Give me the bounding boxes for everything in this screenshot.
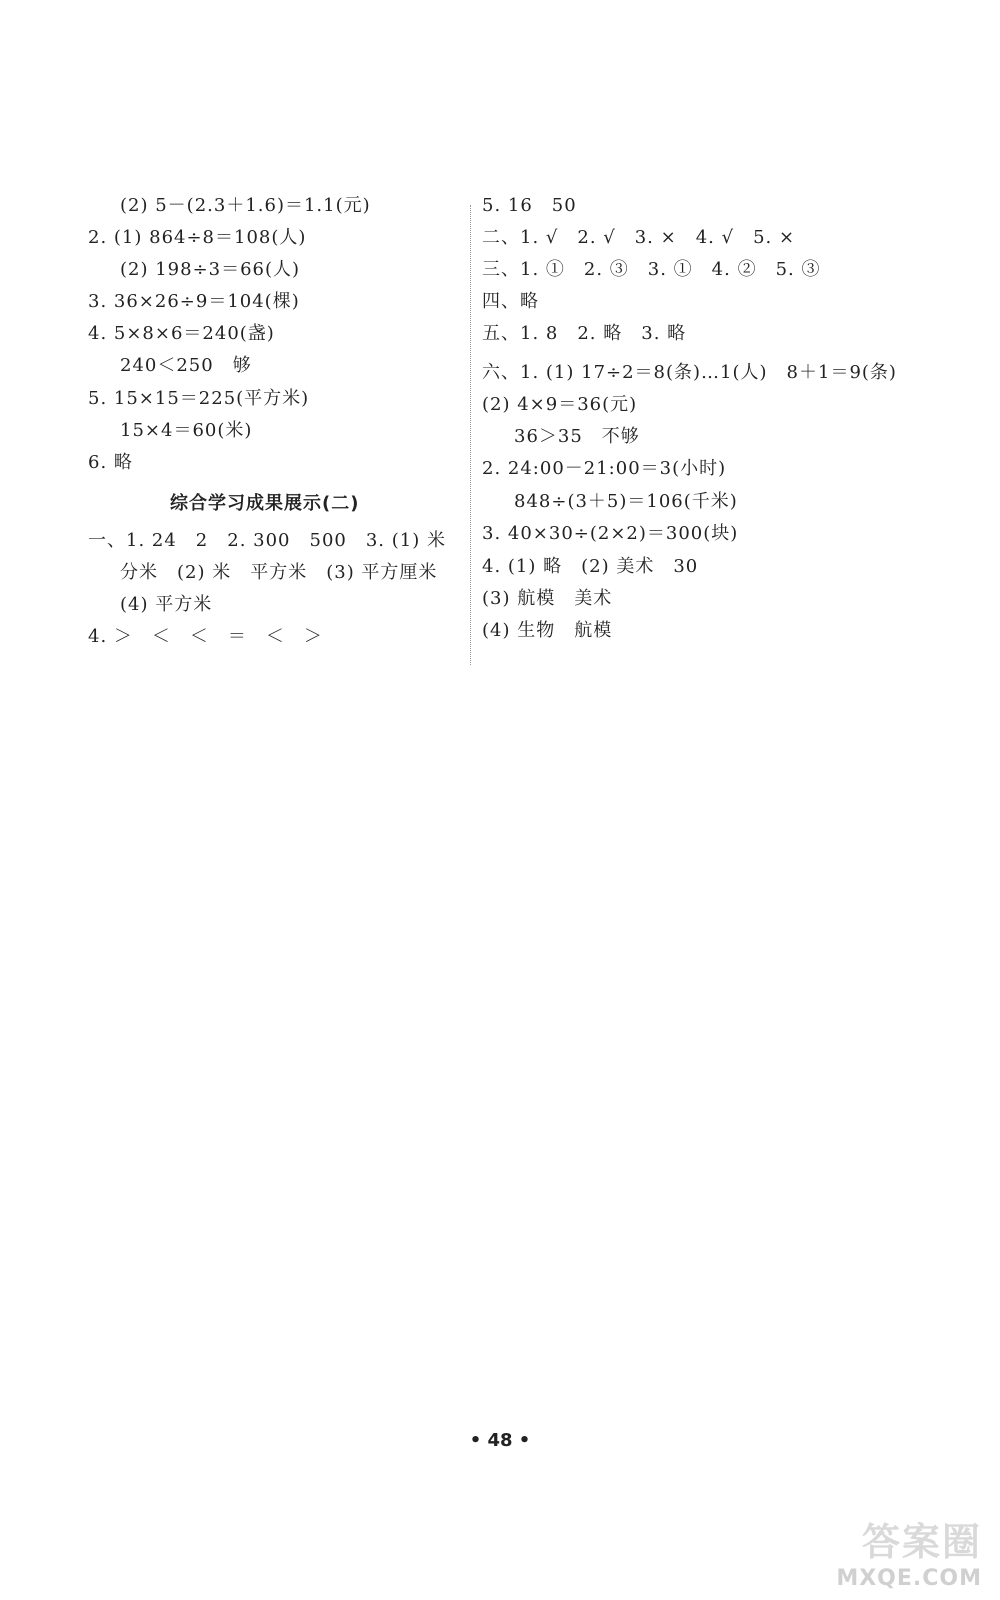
answer-line: (3) 航模 美术 [482,588,613,609]
answer-line: 2. (1) 864÷8＝108(人) [88,227,307,248]
answer-line: (2) 198÷3＝66(人) [120,259,301,280]
page-number: • 48 • [469,1430,531,1451]
section-heading: 综合学习成果展示(二) [170,493,360,514]
answer-line: (4) 平方米 [120,594,213,615]
column-divider [470,205,471,665]
watermark-url: MXQE.COM [836,1566,982,1591]
answer-line: 4. (1) 略 (2) 美术 30 [482,556,699,577]
answer-line: 6. 略 [88,452,133,473]
answer-line: 3. 40×30÷(2×2)＝300(块) [482,523,739,544]
answer-line: 3. 36×26÷9＝104(棵) [88,291,300,312]
answer-line: 分米 (2) 米 平方米 (3) 平方厘米 [120,562,438,583]
answer-line: 2. 24:00－21:00＝3(小时) [482,458,727,479]
answer-line: (4) 生物 航模 [482,620,613,641]
answer-line: 六、1. (1) 17÷2＝8(条)…1(人) 8＋1＝9(条) [482,362,897,383]
answer-line: 848÷(3＋5)＝106(千米) [514,491,738,512]
answer-line: (2) 4×9＝36(元) [482,394,638,415]
answer-line: 二、1. √ 2. √ 3. × 4. √ 5. × [482,227,796,248]
answer-line: 4. ＞ ＜ ＜ ＝ ＜ ＞ [88,626,323,647]
answer-line: (2) 5－(2.3＋1.6)＝1.1(元) [120,195,371,216]
answer-line: 15×4＝60(米) [120,420,253,441]
answer-line: 4. 5×8×6＝240(盏) [88,323,275,344]
answer-line: 三、1. ① 2. ③ 3. ① 4. ② 5. ③ [482,259,821,280]
watermark-text: 答案圈 [861,1520,982,1564]
answer-line: 5. 15×15＝225(平方米) [88,388,310,409]
answer-line: 一、1. 24 2 2. 300 500 3. (1) 米 [88,530,446,551]
answer-line: 240＜250 够 [120,355,252,376]
answer-line: 四、略 [482,291,539,312]
answer-line: 36＞35 不够 [514,426,640,447]
answer-line: 5. 16 50 [482,195,577,216]
watermark-logo [812,1520,982,1595]
answer-line: 五、1. 8 2. 略 3. 略 [482,323,687,344]
